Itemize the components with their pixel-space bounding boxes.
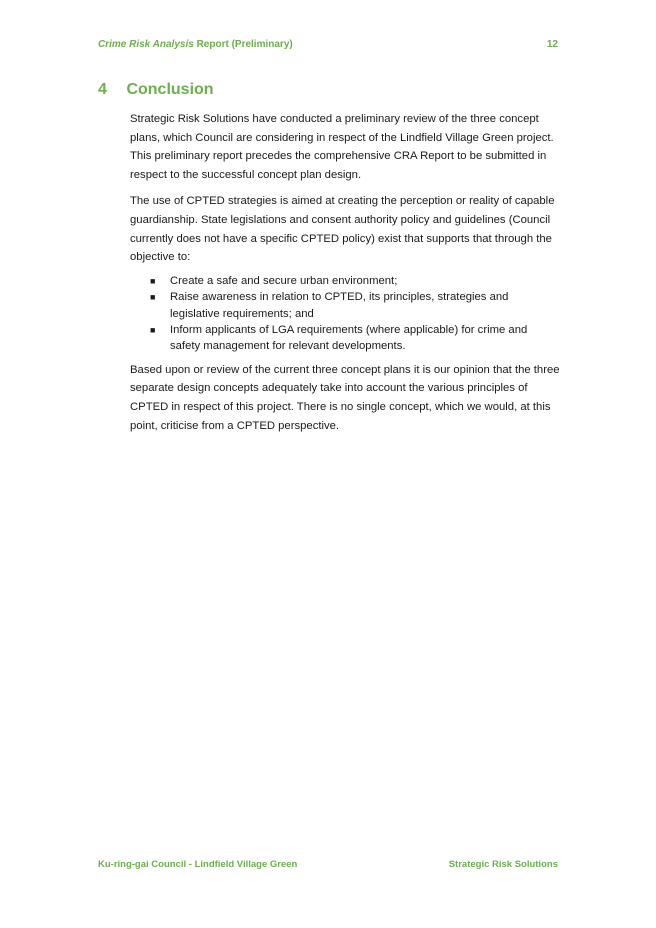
list-item bbox=[130, 273, 560, 289]
list-item bbox=[130, 322, 560, 355]
list-item-text: Raise awareness in relation to CPTED, its principles, strategies and legislative requirements; and bbox=[170, 291, 509, 320]
paragraph-1: Strategic Risk Solutions have conducted a preliminary review of the three concept plans, which Council are considering in respect of the Lindfield Village Green project. This preliminary report precedes the comprehensive CRA Report to be submitted in respect to the successful concept plan design. bbox=[130, 113, 554, 181]
report-title-rest: Report (Preliminary) bbox=[193, 39, 293, 50]
objective-list bbox=[130, 273, 560, 355]
list-item bbox=[130, 289, 560, 322]
page-header bbox=[98, 39, 558, 53]
square-bullet-icon: ■ bbox=[150, 275, 156, 286]
section-heading bbox=[98, 81, 214, 99]
section-body bbox=[130, 110, 560, 443]
report-title bbox=[98, 39, 293, 50]
square-bullet-icon: ■ bbox=[150, 324, 156, 335]
square-bullet-icon: ■ bbox=[150, 292, 156, 303]
paragraph-2: The use of CPTED strategies is aimed at creating the perception or reality of capable guardianship. State legislations and consent authority policy and guidelines (Council currently does not have a specific CPTED policy) exist that supports that through the objective to: bbox=[130, 195, 555, 264]
footer-client: Ku-ring-gai Council - Lindfield Village Green bbox=[98, 859, 298, 870]
section-title: Conclusion bbox=[126, 81, 214, 98]
footer-company: Strategic Risk Solutions bbox=[448, 859, 558, 870]
list-item-text: Inform applicants of LGA requirements (where applicable) for crime and safety management for relevant developments. bbox=[170, 323, 528, 353]
list-item-text: Create a safe and secure urban environment; bbox=[170, 274, 398, 287]
paragraph-3: Based upon or review of the current three concept plans it is our opinion that the three separate design concepts adequately take into account the various principles of CPTED in respect of this project. There is no single concept, which we would, at this point, criticise from a CPTED perspective. bbox=[130, 363, 560, 432]
page-number: 12 bbox=[546, 39, 558, 50]
section-number: 4 bbox=[98, 81, 107, 98]
report-title-italic: Crime Risk Analysis bbox=[98, 39, 194, 50]
